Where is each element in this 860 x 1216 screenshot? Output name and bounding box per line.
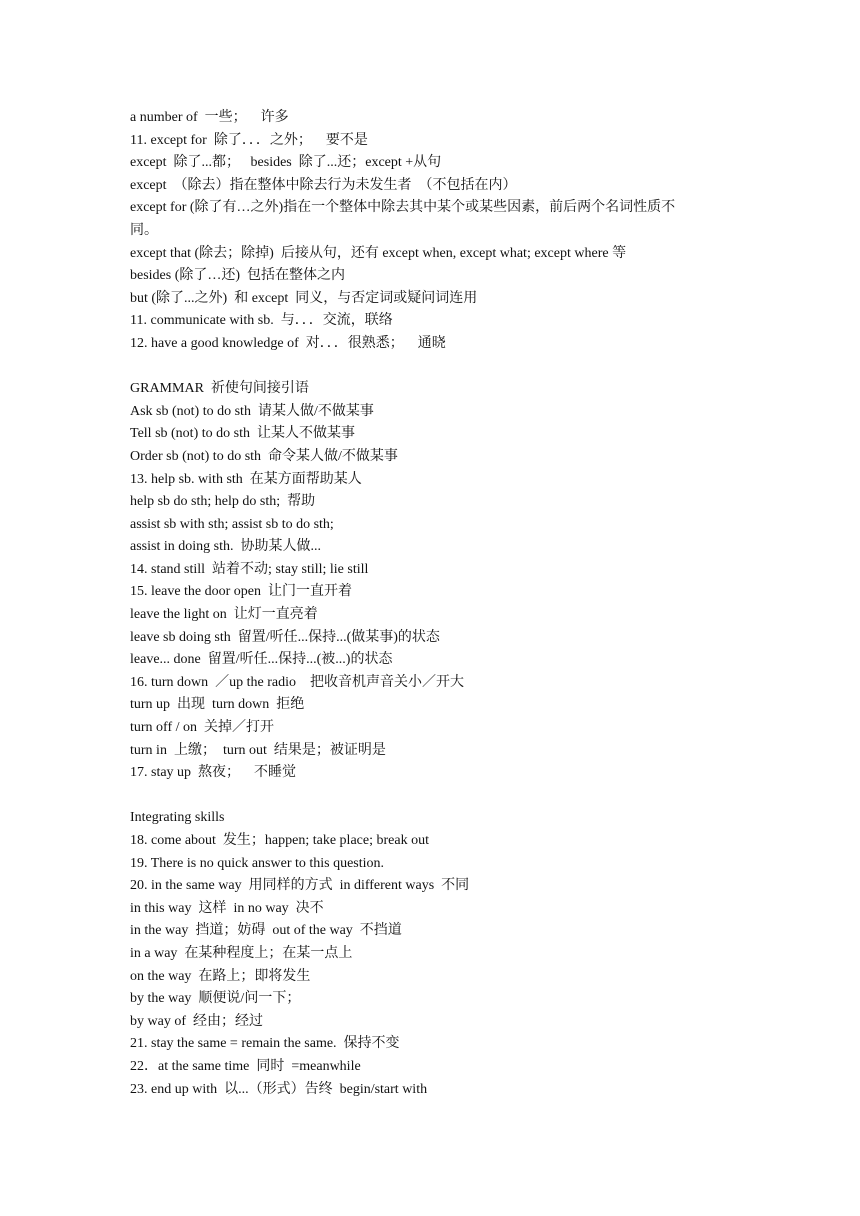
document-body bbox=[130, 107, 740, 1101]
text-line: Ask sb (not) to do sth 请某人做/不做某事 bbox=[130, 403, 374, 419]
text-line: 20. in the same way 用同样的方式 in different ways 不同 bbox=[130, 878, 470, 894]
text-line: except for (除了有…之外)指在一个整体中除去其中某个或某些因素，前后两个名词性质不 bbox=[130, 200, 676, 216]
text-line: turn up 出现 turn down 拒绝 bbox=[130, 697, 305, 713]
text-line: 19. There is no quick answer to this question. bbox=[130, 855, 385, 871]
text-line: besides (除了…还) 包括在整体之内 bbox=[130, 268, 346, 284]
text-line: on the way 在路上；即将发生 bbox=[130, 968, 311, 984]
text-line: 11. communicate with sb. 与．．．交流，联络 bbox=[130, 313, 393, 329]
text-line: 18. come about 发生；happen; take place; break out bbox=[130, 833, 429, 848]
text-line: assist in doing sth. 协助某人做... bbox=[130, 539, 321, 555]
text-line: 16. turn down ／up the radio 把收音机声音关小／开大 bbox=[130, 674, 465, 690]
text-line: 12. have a good knowledge of 对．．．很熟悉； 通晓 bbox=[130, 335, 446, 351]
text-line: 17. stay up 熬夜； 不睡觉 bbox=[130, 765, 297, 781]
section-heading: GRAMMAR 祈使句间接引语 bbox=[130, 381, 309, 397]
text-line: help sb do sth; help do sth; 帮助 bbox=[130, 494, 316, 510]
text-line: in the way 挡道；妨碍 out of the way 不挡道 bbox=[130, 923, 402, 939]
text-line: except （除去）指在整体中除去行为未发生者 （不包括在内） bbox=[130, 177, 517, 193]
text-line: 21. stay the same = remain the same. 保持不变 bbox=[130, 1036, 400, 1052]
text-line: a number of 一些； 许多 bbox=[130, 110, 289, 125]
text-line: Order sb (not) to do sth 命令某人做/不做某事 bbox=[130, 448, 398, 464]
text-line: by the way 顺便说/问一下； bbox=[130, 991, 301, 1007]
text-line: leave the light on 让灯一直亮着 bbox=[130, 607, 318, 623]
text-line: 11. except for 除了．．．之外； 要不是 bbox=[130, 132, 368, 148]
text-line: 同。 bbox=[130, 222, 158, 238]
text-line: leave... done 留置/听任...保持...(被...)的状态 bbox=[130, 652, 393, 668]
text-line: by way of 经由；经过 bbox=[130, 1013, 263, 1029]
text-line: 13. help sb. with sth 在某方面帮助某人 bbox=[130, 471, 362, 487]
section-heading: Integrating skills bbox=[130, 810, 225, 826]
text-line: in this way 这样 in no way 决不 bbox=[130, 900, 324, 916]
text-line: but (除了...之外) 和 except 同义，与否定词或疑问词连用 bbox=[130, 290, 478, 306]
text-line: turn in 上缴； turn out 结果是；被证明是 bbox=[130, 742, 386, 758]
text-line: except 除了...都； besides 除了...还；except +从句 bbox=[130, 155, 442, 171]
text-line: in a way 在某种程度上；在某一点上 bbox=[130, 945, 353, 961]
text-line: 22．at the same time 同时 =meanwhile bbox=[130, 1058, 361, 1074]
text-line: except that (除去；除掉) 后接从句，还有 except when, except what; except where 等 bbox=[130, 245, 627, 261]
text-line: turn off / on 关掉／打开 bbox=[130, 720, 275, 736]
text-line: 23. end up with 以...（形式）告终 begin/start with bbox=[130, 1081, 428, 1097]
text-line: 14. stand still 站着不动; stay still; lie still bbox=[130, 561, 369, 577]
blank-line bbox=[130, 785, 740, 808]
text-line: Tell sb (not) to do sth 让某人不做某事 bbox=[130, 426, 355, 442]
blank-line bbox=[130, 356, 740, 379]
text-line: assist sb with sth; assist sb to do sth; bbox=[130, 516, 334, 532]
text-line: leave sb doing sth 留置/听任...保持...(做某事)的状态 bbox=[130, 629, 440, 645]
text-line: 15. leave the door open 让门一直开着 bbox=[130, 584, 353, 600]
